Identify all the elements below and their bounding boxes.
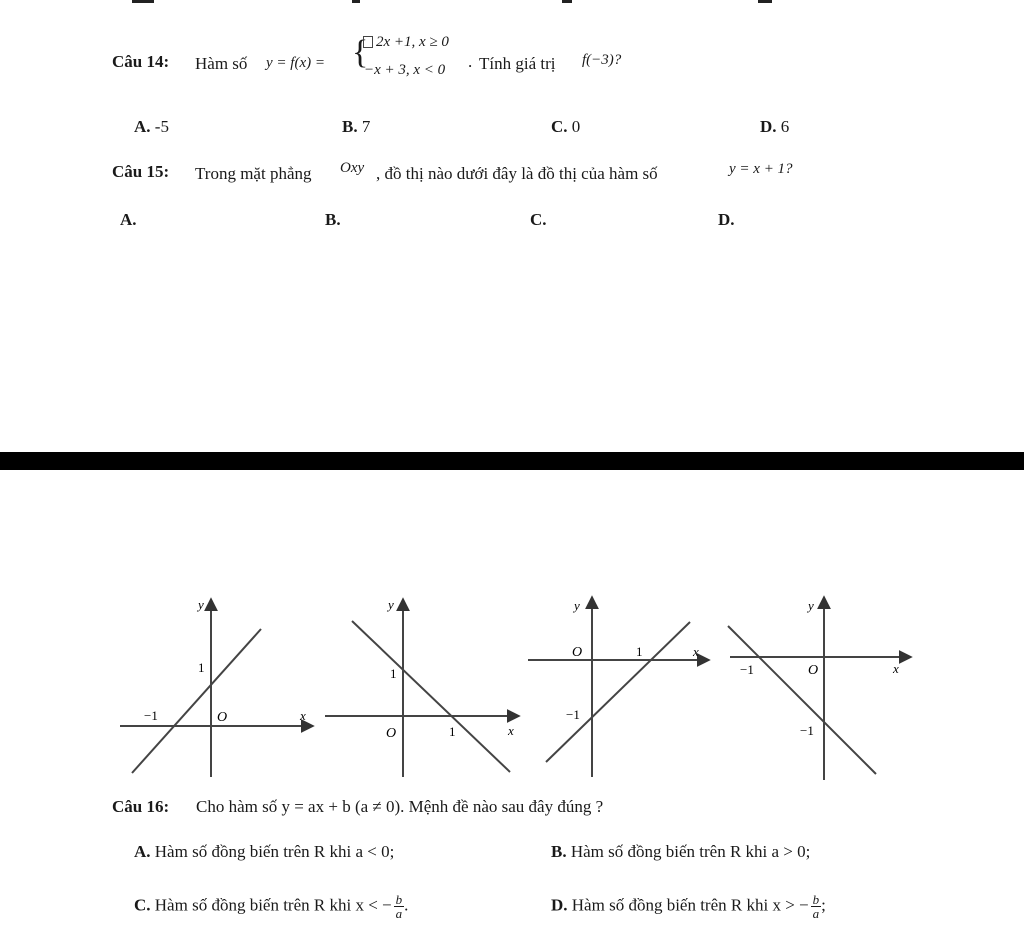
q16-option-a-text: Hàm số đồng biến trên R khi a < 0;	[154, 842, 395, 861]
q16-option-d[interactable]	[551, 893, 826, 920]
q15-label: Câu 15:	[112, 162, 170, 181]
q15-text-1: Trong mặt phẳng	[195, 164, 312, 183]
graph-d-y-label: y	[808, 598, 814, 613]
graph-c-origin-label: O	[572, 645, 583, 660]
q14-option-d-letter: D.	[760, 117, 777, 136]
q16-text: Cho hàm số y = ax + b (a ≠ 0). Mệnh đề nào sau đây đúng ?	[196, 797, 604, 816]
q14-brace: {	[352, 34, 369, 71]
graph-c-x-label: x	[693, 644, 699, 659]
q14-ask: Tính giá trị	[479, 54, 556, 73]
graph-b-x-label: x	[508, 723, 514, 738]
graph-b-line	[352, 621, 510, 772]
q16-option-c-text: Hàm số đồng biến trên R khi x < −	[154, 895, 392, 915]
graph-b-origin-label: O	[386, 726, 397, 741]
q15-text-2: , đồ thị nào dưới đây là đồ thị của hàm số	[376, 164, 658, 183]
graph-b[interactable]	[325, 597, 518, 777]
graph-d[interactable]	[728, 598, 910, 780]
q14-option-d-value: 6	[780, 117, 790, 136]
q16-option-d-fraction: $\frac{b}{a}$	[812, 892, 820, 921]
q16-label: Câu 16:	[112, 797, 170, 816]
graph-a[interactable]	[120, 597, 312, 777]
graph-d-line	[728, 626, 876, 774]
top-cut-mark-3	[562, 0, 572, 3]
graph-d-x-label: x	[893, 661, 899, 676]
q14-option-c[interactable]	[551, 117, 580, 137]
graph-a-line	[132, 629, 261, 773]
graph-c-line	[546, 622, 690, 762]
graph-a-origin-label: O	[217, 710, 228, 725]
q14-option-a-letter: A.	[134, 117, 151, 136]
graph-a-x-label: x	[300, 708, 306, 723]
q16-option-b-text: Hàm số đồng biến trên R khi a > 0;	[570, 842, 811, 861]
q16-option-a[interactable]	[134, 842, 394, 862]
q15-option-c[interactable]: C.	[530, 210, 547, 229]
q14-option-d[interactable]	[760, 117, 789, 137]
q14-option-a-value: -5	[154, 117, 169, 136]
q16-option-d-end: ;	[821, 895, 826, 915]
q14-option-b[interactable]	[342, 117, 370, 137]
q16-option-d-letter: D.	[551, 895, 568, 915]
q16-option-c-fraction: $\frac{b}{a}$	[395, 892, 403, 921]
q14-piece-2: −x + 3, x < 0	[364, 62, 446, 78]
q16-option-b-letter: B.	[551, 842, 567, 861]
q16-option-a-letter: A.	[134, 842, 151, 861]
graph-a-mark-1: 1	[198, 660, 205, 675]
q14-option-b-value: 7	[361, 117, 371, 136]
q14-text: Hàm số	[195, 54, 248, 73]
q14-option-a[interactable]	[134, 117, 169, 137]
q14-option-b-letter: B.	[342, 117, 358, 136]
q16-option-c[interactable]	[134, 893, 408, 920]
graph-d-origin-label: O	[808, 663, 819, 678]
top-cut-mark-1	[132, 0, 154, 3]
graph-d-mark-2: −1	[800, 723, 814, 738]
graphs-panel	[0, 580, 1024, 790]
q14-label: Câu 14:	[112, 52, 170, 71]
image-divider-bar	[0, 452, 1024, 470]
q15-option-d[interactable]: D.	[718, 210, 735, 229]
q14-func-lhs: y = f(x) =	[266, 55, 325, 71]
q16-option-c-end: .	[404, 895, 409, 915]
graph-d-mark-1: −1	[740, 662, 754, 677]
q16-option-b[interactable]	[551, 842, 810, 862]
graph-a-mark-2: −1	[144, 708, 158, 723]
q15-plane: Oxy	[340, 160, 365, 176]
graph-c-y-label: y	[574, 598, 580, 613]
q14-dot: .	[468, 52, 473, 71]
top-cut-mark-2	[352, 0, 360, 3]
graph-b-mark-2: 1	[449, 724, 456, 739]
q16-option-d-text: Hàm số đồng biến trên R khi x > −	[571, 895, 809, 915]
q15-option-b[interactable]: B.	[325, 210, 341, 229]
q15-func: y = x + 1?	[729, 161, 793, 177]
graph-b-mark-1: 1	[390, 666, 397, 681]
q14-option-c-value: 0	[571, 117, 581, 136]
q15-option-a[interactable]: A.	[120, 210, 137, 229]
q14-piece-1: 2x +1, x ≥ 0	[376, 34, 449, 50]
q14-missing-glyph-box	[363, 36, 373, 48]
graph-a-y-label: y	[198, 597, 204, 612]
q16-option-c-letter: C.	[134, 895, 151, 915]
top-cut-mark-4	[758, 0, 772, 3]
q14-ask-expr: f(−3)?	[582, 52, 622, 68]
graph-c[interactable]	[528, 598, 708, 777]
graph-c-mark-2: −1	[566, 707, 580, 722]
graph-c-mark-1: 1	[636, 644, 643, 659]
q14-option-c-letter: C.	[551, 117, 568, 136]
graph-b-y-label: y	[388, 597, 394, 612]
